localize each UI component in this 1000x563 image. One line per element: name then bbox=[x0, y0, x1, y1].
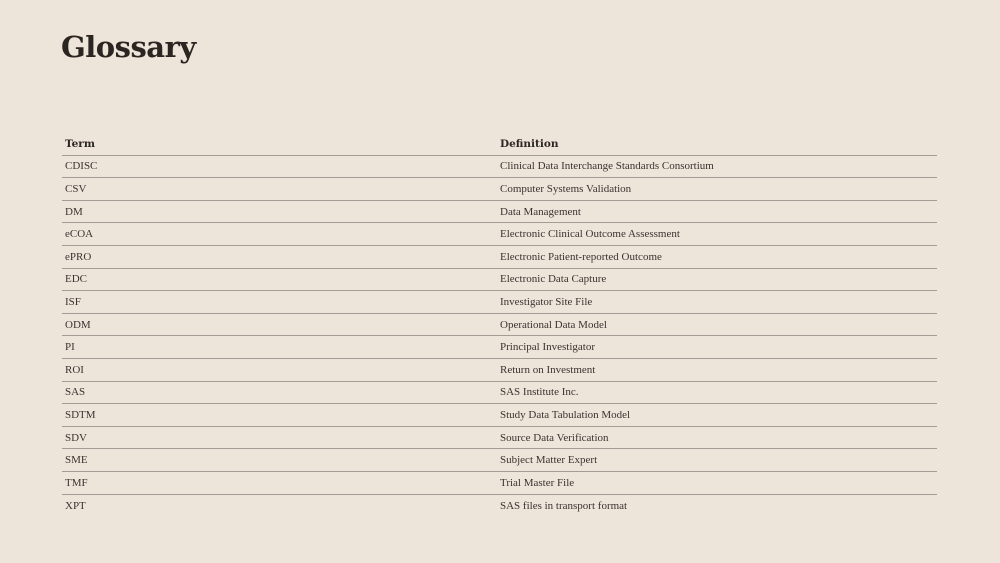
table-row bbox=[62, 359, 937, 382]
table-row bbox=[62, 404, 937, 427]
term-cell: SDV bbox=[65, 431, 88, 444]
term-cell: SAS bbox=[65, 386, 86, 399]
page-title: Glossary bbox=[61, 30, 196, 64]
term-cell: TMF bbox=[65, 476, 88, 489]
term-cell: eCOA bbox=[65, 228, 94, 241]
definition-cell: Data Management bbox=[500, 205, 581, 218]
table-row bbox=[62, 472, 937, 495]
glossary-table bbox=[62, 133, 937, 517]
term-cell: XPT bbox=[65, 499, 86, 512]
table-row bbox=[62, 201, 937, 224]
definition-cell: Subject Matter Expert bbox=[500, 454, 598, 467]
term-cell: ISF bbox=[65, 295, 81, 308]
table-row bbox=[62, 269, 937, 292]
table-row bbox=[62, 382, 937, 405]
term-cell: SDTM bbox=[65, 408, 96, 421]
definition-cell: SAS files in transport format bbox=[500, 499, 628, 512]
table-header-row bbox=[62, 133, 937, 156]
table-row bbox=[62, 156, 937, 179]
term-cell: SME bbox=[65, 454, 88, 467]
term-cell: EDC bbox=[65, 273, 87, 286]
definition-cell: Electronic Data Capture bbox=[500, 273, 607, 286]
table-row bbox=[62, 427, 937, 450]
definition-cell: Principal Investigator bbox=[500, 341, 596, 354]
definition-cell: Electronic Clinical Outcome Assessment bbox=[500, 228, 680, 241]
definition-cell: Electronic Patient-reported Outcome bbox=[500, 250, 662, 263]
table-row bbox=[62, 336, 937, 359]
table-row bbox=[62, 178, 937, 201]
term-column-header: Term bbox=[65, 137, 95, 150]
definition-cell: Return on Investment bbox=[500, 363, 596, 376]
definition-cell: SAS Institute Inc. bbox=[500, 386, 579, 399]
table-row bbox=[62, 449, 937, 472]
term-cell: CDISC bbox=[65, 160, 98, 173]
definition-cell: Clinical Data Interchange Standards Consortium bbox=[500, 160, 714, 173]
table-row bbox=[62, 246, 937, 269]
definition-cell: Computer Systems Validation bbox=[500, 182, 632, 195]
term-cell: ODM bbox=[65, 318, 91, 331]
definition-cell: Trial Master File bbox=[500, 476, 575, 489]
term-cell: PI bbox=[65, 341, 75, 354]
table-row bbox=[62, 495, 937, 518]
term-cell: CSV bbox=[65, 182, 87, 195]
definition-column-header: Definition bbox=[500, 137, 559, 150]
definition-cell: Investigator Site File bbox=[500, 295, 593, 308]
table-row bbox=[62, 223, 937, 246]
definition-cell: Study Data Tabulation Model bbox=[500, 408, 631, 421]
definition-cell: Operational Data Model bbox=[500, 318, 607, 331]
table-row bbox=[62, 314, 937, 337]
definition-cell: Source Data Verification bbox=[500, 431, 609, 444]
term-cell: ROI bbox=[65, 363, 84, 376]
term-cell: DM bbox=[65, 205, 83, 218]
table-row bbox=[62, 291, 937, 314]
term-cell: ePRO bbox=[65, 250, 92, 263]
